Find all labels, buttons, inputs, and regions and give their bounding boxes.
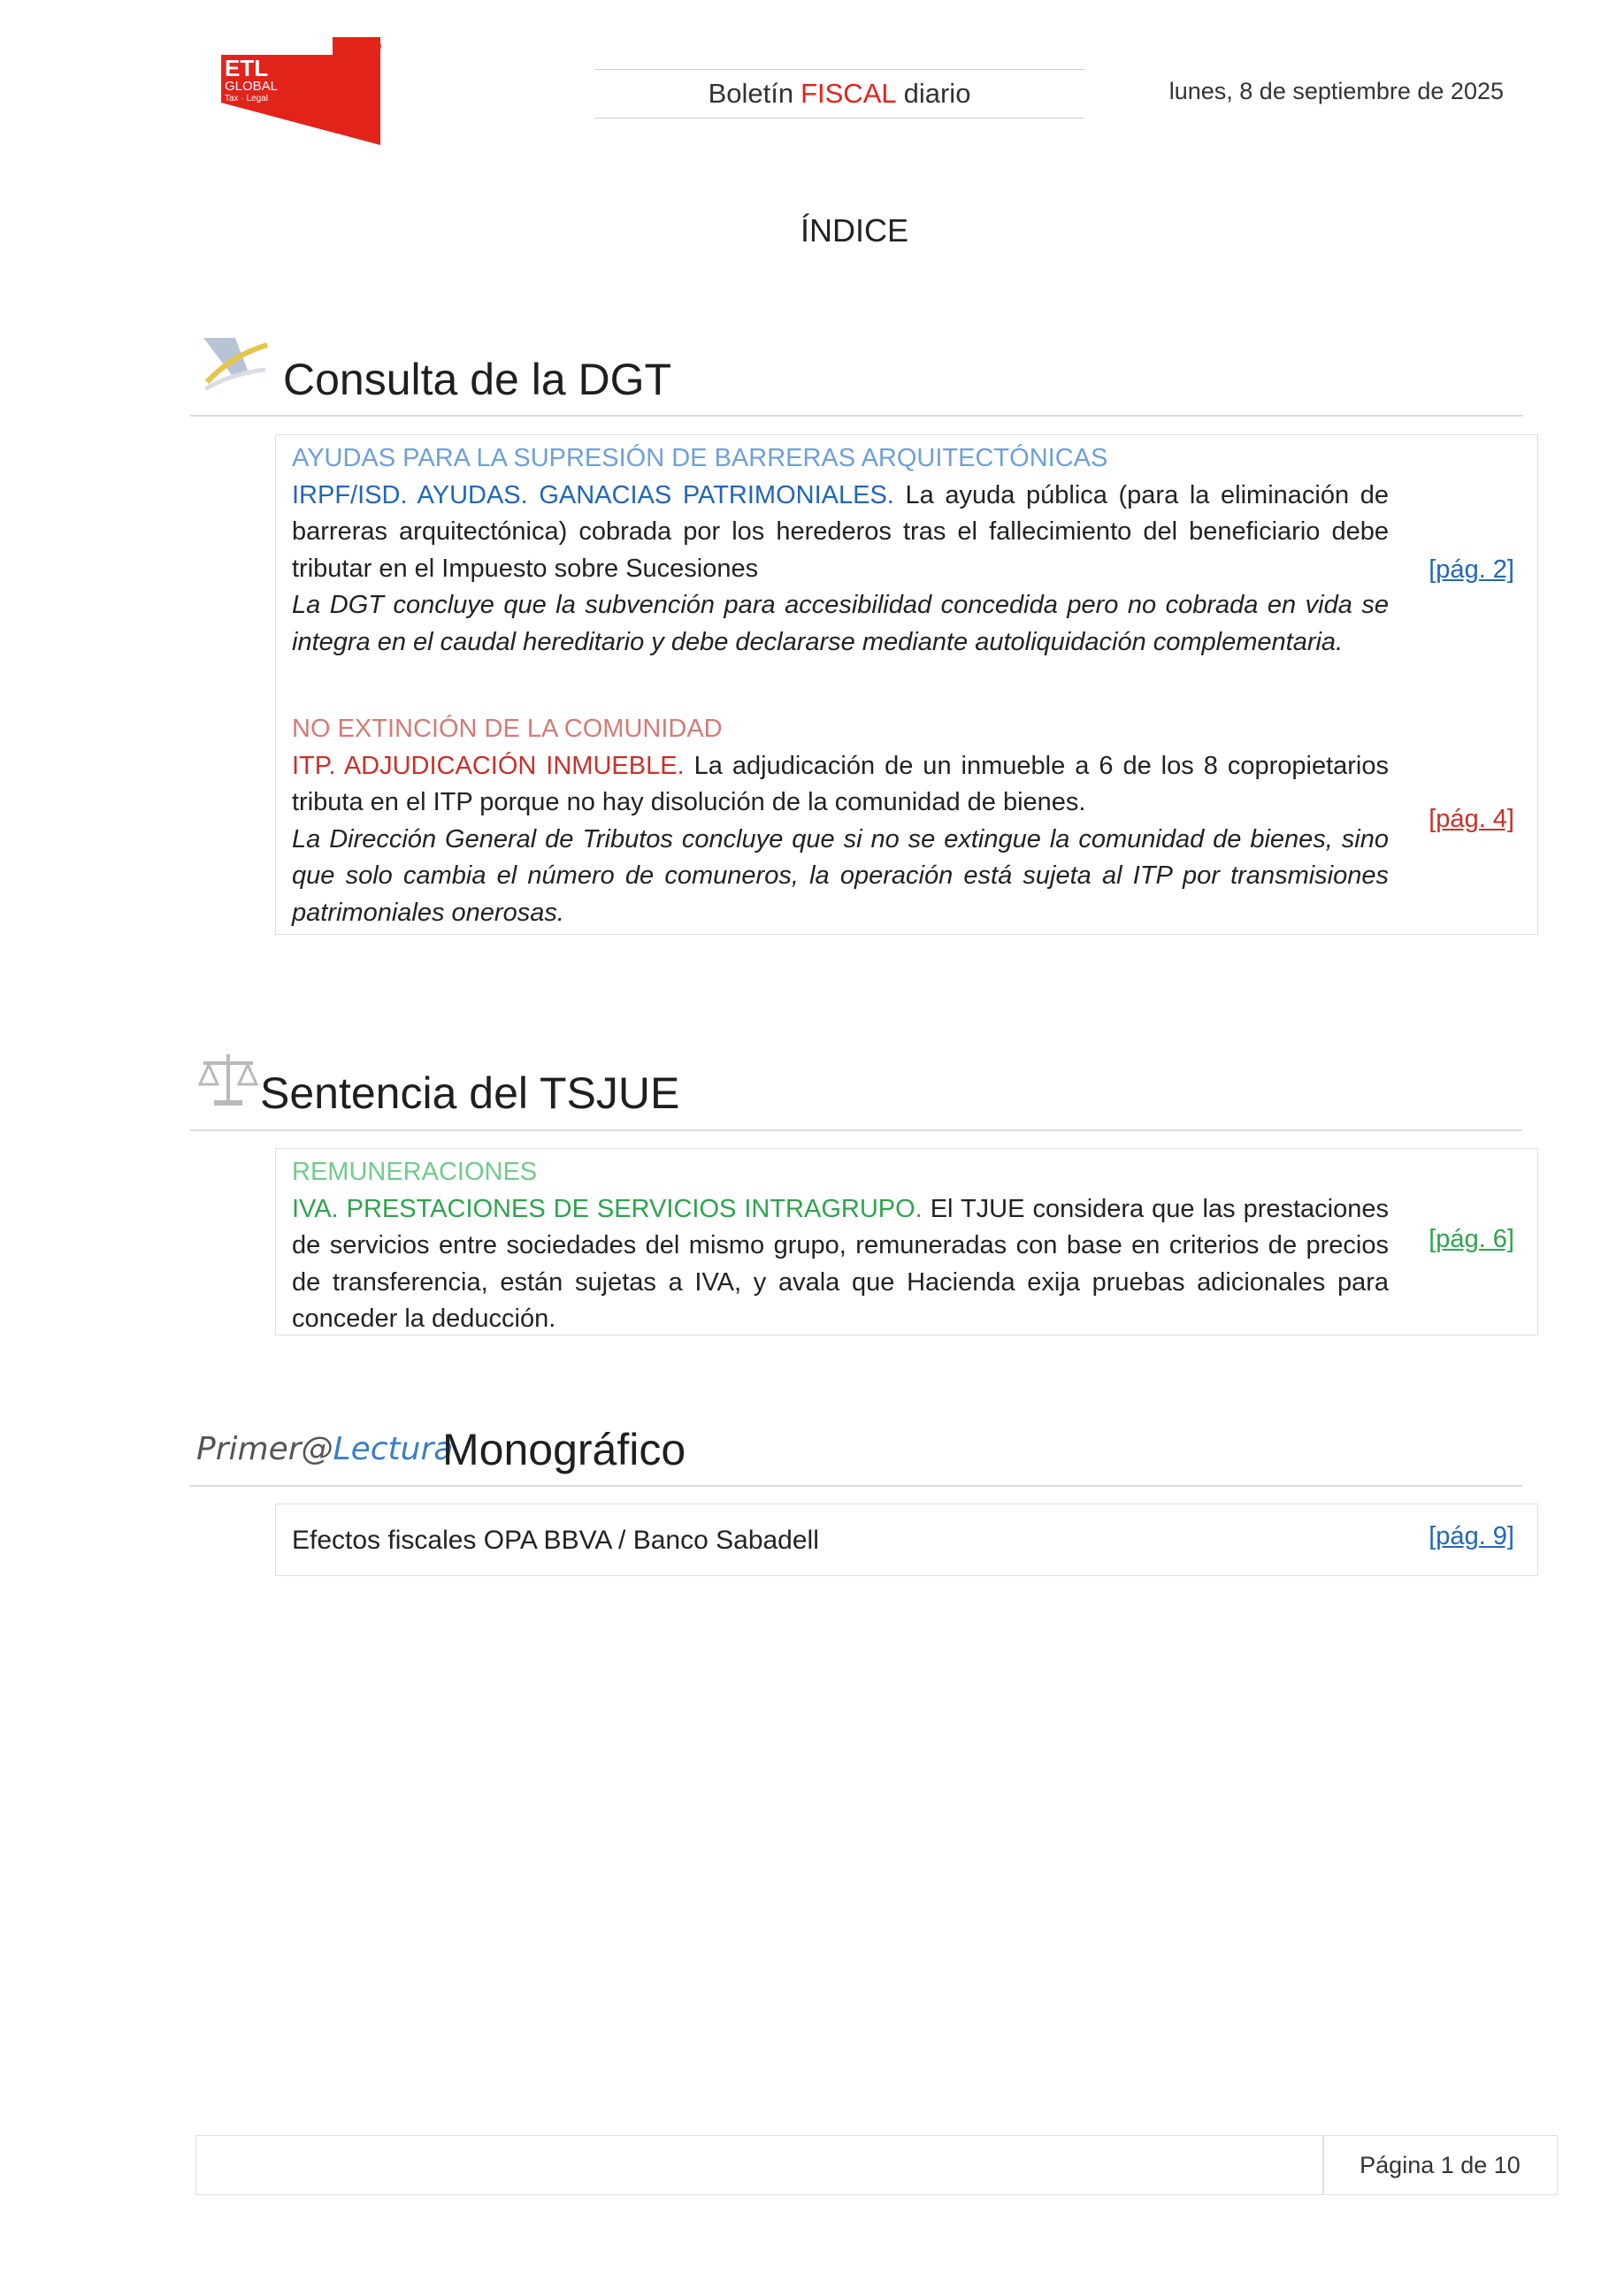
- badge-post: Lectura: [333, 1431, 454, 1467]
- dgt-entries-box: [275, 434, 1538, 935]
- entry-lead: IVA. PRESTACIONES DE SERVICIOS INTRAGRUPO.: [292, 1194, 923, 1223]
- bulletin-title-post: diario: [903, 78, 971, 109]
- page-link-4[interactable]: [pág. 4]: [1429, 805, 1514, 833]
- dgt-entry-1: [292, 440, 1389, 661]
- section-divider: [190, 1485, 1522, 1487]
- aeat-logo-icon: [196, 329, 271, 400]
- page-link-6[interactable]: [pág. 6]: [1429, 1225, 1514, 1253]
- entry-lead: IRPF/ISD. AYUDAS. GANACIAS PATRIMONIALES.: [292, 480, 894, 509]
- entry-category: REMUNERACIONES: [292, 1158, 538, 1186]
- primera-lectura-badge: [196, 1431, 453, 1467]
- etl-global-logo: [221, 32, 382, 145]
- page-link-9[interactable]: [pág. 9]: [1429, 1522, 1514, 1550]
- entry-category: NO EXTINCIÓN DE LA COMUNIDAD: [292, 715, 723, 743]
- scales-of-justice-icon: [196, 1049, 260, 1111]
- section-title-tsjue: Sentencia del TSJUE: [260, 1068, 680, 1118]
- bulletin-title-pre: Boletín: [708, 78, 794, 109]
- monografico-entry-1: Efectos fiscales OPA BBVA / Banco Sabadell: [292, 1526, 819, 1555]
- entry-body: El TJUE considera que las prestaciones de servicios entre sociedades del mismo grupo, remuneradas con base en criterios de precios de transferencia, están sujetas a IVA, y avala que Hacienda exija pruebas adicionales para conceder la deducción.: [292, 1194, 1390, 1333]
- page-number: Página 1 de 10: [1322, 2135, 1558, 2195]
- tsjue-entry-1: [292, 1154, 1389, 1338]
- entry-category: AYUDAS PARA LA SUPRESIÓN DE BARRERAS ARQUITECTÓNICAS: [292, 444, 1108, 472]
- bulletin-date: lunes, 8 de septiembre de 2025: [1168, 78, 1504, 104]
- logo-taxlegal-text: Tax · Legal: [225, 94, 268, 103]
- bulletin-title: [594, 69, 1084, 119]
- entry-summary: La DGT concluye que la subvención para accesibilidad concedida pero no cobrada en vida se integra en el caudal hereditario y debe declararse mediante autoliquidación complementaria.: [292, 591, 1389, 656]
- bulletin-title-accent: FISCAL: [801, 78, 897, 109]
- logo-etl-text: ETL: [225, 55, 269, 81]
- dgt-entry-2: [292, 711, 1389, 931]
- badge-pre: Primer@: [196, 1431, 333, 1467]
- logo-add-text: ADD: [340, 35, 382, 57]
- section-divider: [190, 415, 1522, 417]
- entry-body: La adjudicación de un inmueble a 6 de los 8 copropietarios tributa en el ITP porque no hay disolución de la comunidad de bienes.: [292, 751, 1390, 816]
- section-title-monografico: Monográfico: [442, 1425, 686, 1474]
- page-link-2[interactable]: [pág. 2]: [1429, 555, 1514, 584]
- tsjue-entries-box: [275, 1148, 1538, 1336]
- footer-left-cell: [195, 2135, 1324, 2195]
- entry-body: La ayuda pública (para la eliminación de barreras arquitectónica) cobrada por los herederos tras el fallecimiento del beneficiario debe tributar en el Impuesto sobre Sucesiones: [292, 480, 1389, 583]
- monografico-entries-box: [275, 1504, 1538, 1576]
- entry-lead: ITP. ADJUDICACIÓN INMUEBLE.: [292, 751, 685, 780]
- section-title-dgt: Consulta de la DGT: [283, 355, 672, 404]
- logo-global-text: GLOBAL: [225, 79, 279, 94]
- section-divider: [190, 1129, 1522, 1131]
- entry-summary: La Dirección General de Tributos concluye que si no se extingue la comunidad de bienes, sino que solo cambia el número de comuneros, la operación está sujeta al ITP por transmisiones patrimoniales onerosas.: [292, 824, 1389, 927]
- index-title: ÍNDICE: [800, 212, 908, 249]
